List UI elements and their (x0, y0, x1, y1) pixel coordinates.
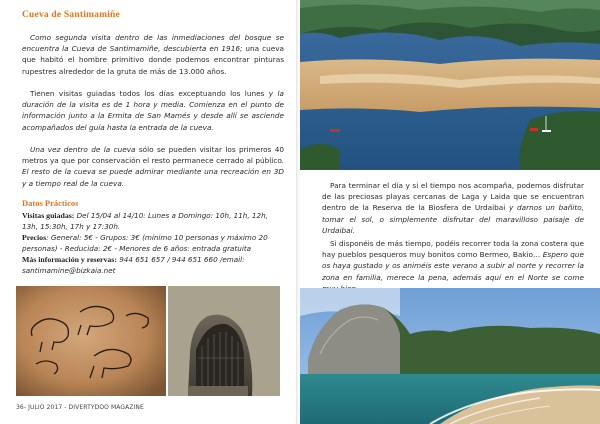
prices-label: Precios (22, 233, 47, 242)
coast-italic: Espero que os haya gustado y os animéis este verano a subir al norte y recorrer la zona en familia, merece la pena, además aquí en el Norte se come (322, 250, 584, 282)
guided-visits-text: Del 15/04 al 14/10: Lunes a Domingo: 10h, 11h, 12h, 13h, 15:30h, 17h y 17:30h. (22, 211, 268, 231)
visits-normal: Tienen visitas guiadas todos los días exceptuando los lunes (30, 89, 265, 98)
beaches-normal: Para terminar el día y si el tiempo nos acompaña, podemos disfrutar de las preciosas playas cercanas de Laga y Laida que se encuentran dentro de la Reserva de la Biosfera de Urdaibai (322, 181, 584, 213)
right-page (300, 0, 600, 424)
paragraph-beaches (322, 180, 584, 236)
practical-info (22, 210, 284, 276)
beach-photo-image (300, 288, 600, 424)
info-line (22, 254, 284, 276)
beaches-italic: y darnos un bañito, tomar el sol, o simplemente disfrutar del maravilloso paisaje de Urdaibai. (322, 203, 584, 235)
coast-normal: Si disponéis de más tiempo, podéis recorrer toda la zona costera que hay pueblos pesqueros muy bonitos como Bermeo, Bakio… (322, 239, 584, 260)
intro-normal: una cueva que habitó el hombre primitivo donde podemos encontrar pinturas rupestres alrededor de la gruta de más de 13.000 años. (22, 44, 284, 76)
cave-painting-photo (16, 286, 166, 396)
prices-text: : General: 5€ - Grupos: 3€ (mínimo 10 personas y máximo 20 personas) - Reducida: 2€ - Menores de 6 años: entrada gratuita (22, 233, 268, 253)
paragraph-intro (22, 32, 284, 77)
boat (330, 129, 340, 132)
info-text: 944 651 657 / 944 651 660 /email: santimamine@bizkaia.net (22, 255, 245, 275)
page-footer: 36- JULIO 2017 - DIVERTYDOO MAGAZINE (16, 404, 144, 411)
estuary-photo (300, 0, 600, 170)
estuary-photo-image (300, 0, 600, 170)
info-label: Más información y reservas: (22, 255, 117, 264)
guided-visits-line (22, 210, 284, 232)
beach-photo (300, 288, 600, 424)
paragraph-visits (22, 88, 284, 133)
left-page (0, 0, 298, 424)
practical-info-title: Datos Prácticos (22, 198, 79, 208)
section-title: Cueva de Santimamiñe (22, 10, 120, 20)
guided-visits-label: Visitas guiadas: (22, 211, 75, 220)
cave-italic-b: El resto de la cueva se puede admirar mediante una recreación en 3D y a tiempo real de la cueva. (22, 167, 284, 188)
visits-italic: y la duración de la visita es de 1 hora y media. Comienza en el punto de información junto a la Ermita de San Mamés y desde allí se asciende acompañados del guía hasta la entrada de la cueva. (22, 89, 284, 132)
paragraph-coast (322, 238, 584, 294)
paragraph-cave-inside (22, 144, 284, 189)
cave-photos-image (16, 286, 280, 396)
intro-italic: Como segunda visita dentro de las inmediaciones del bosque se encuentra la Cueva de Santimamiñe, descubierta en 1916; (22, 33, 284, 54)
trees (519, 111, 600, 170)
cave-photos (16, 286, 280, 396)
cave-normal: sólo se pueden visitar los primeros 40 metros ya que por conservación el resto permanece cerrado al público. (22, 145, 284, 166)
prices-line (22, 232, 284, 254)
cave-italic-a: Una vez dentro de la cueva (30, 145, 136, 154)
